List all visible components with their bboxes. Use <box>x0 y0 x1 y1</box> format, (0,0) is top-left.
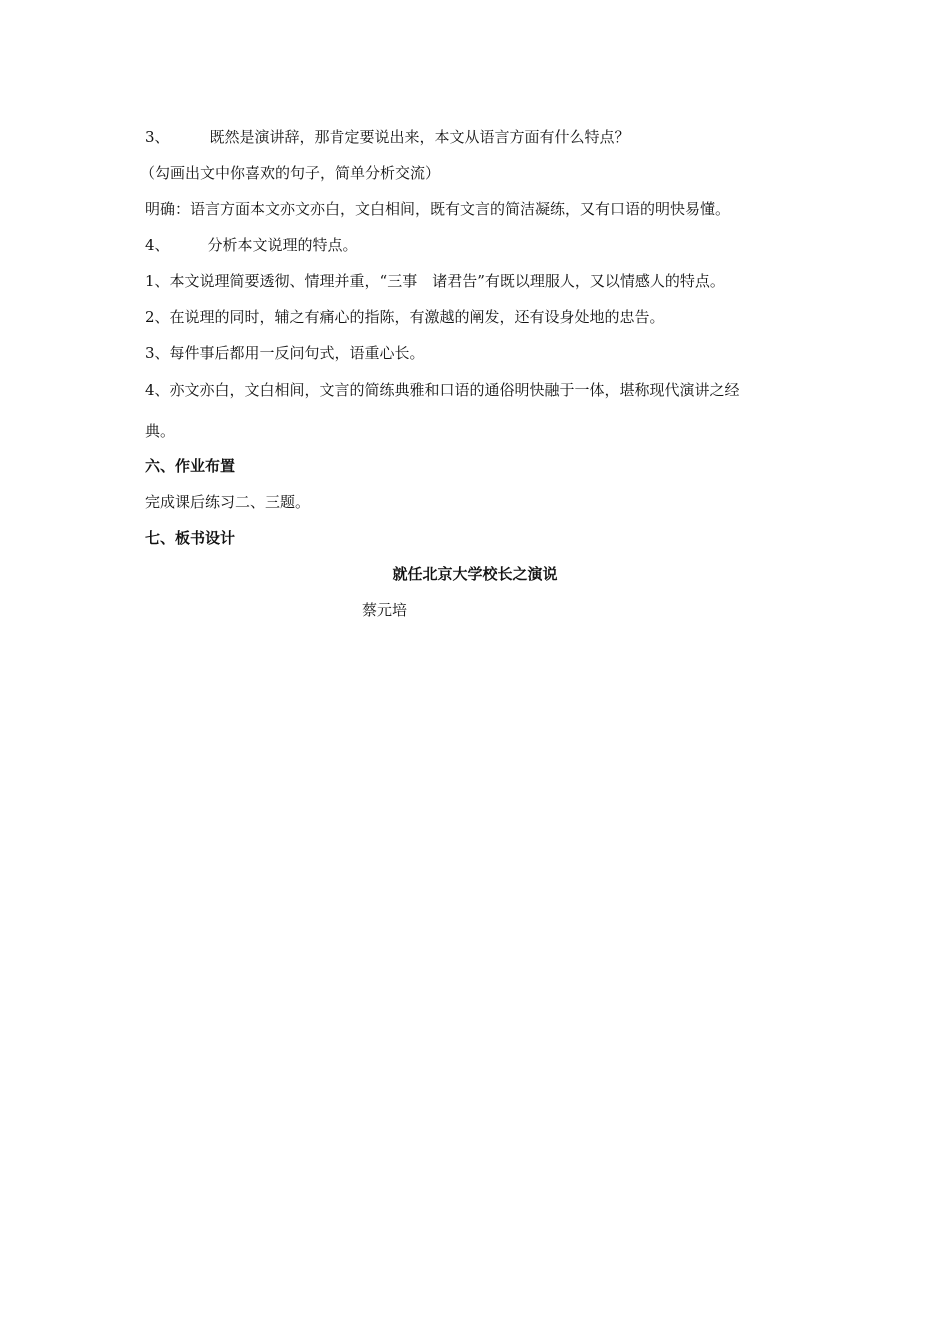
question-4 <box>145 235 358 255</box>
question-3-answer: 明确：语言方面本文亦文亦白，文白相间，既有文言的简洁凝练，又有口语的明快易懂。 <box>145 200 731 218</box>
board-author: 蔡元培 <box>362 601 408 619</box>
question-4-text: 分析本文说理的特点。 <box>207 236 358 254</box>
point-1: 1、本文说理简要透彻、情理并重，“三事 诸君告”有既以理服人，又以情感人的特点。 <box>145 272 725 290</box>
question-3 <box>145 127 630 147</box>
section-7-heading: 七、板书设计 <box>145 529 236 547</box>
section-6-text: 完成课后练习二、三题。 <box>145 493 311 511</box>
point-2: 2、在说理的同时，辅之有痛心的指陈，有激越的阐发，还有设身处地的忠告。 <box>145 308 665 326</box>
point-3: 3、每件事后都用一反问句式，语重心长。 <box>145 344 425 362</box>
point-4-line-2: 典。 <box>145 422 176 440</box>
point-4-line-1: 4、亦文亦白，文白相间，文言的简练典雅和口语的通俗明快融于一体，堪称现代演讲之经 <box>145 381 740 399</box>
board-title: 就任北京大学校长之演说 <box>392 565 558 583</box>
question-3-number: 3、 <box>145 128 170 146</box>
section-6-heading: 六、作业布置 <box>145 457 236 475</box>
question-3-hint: （勾画出文中你喜欢的句子，简单分析交流） <box>140 164 441 182</box>
question-3-text: 既然是演讲辞，那肯定要说出来，本文从语言方面有什么特点？ <box>209 128 630 146</box>
question-4-number: 4、 <box>145 236 170 254</box>
